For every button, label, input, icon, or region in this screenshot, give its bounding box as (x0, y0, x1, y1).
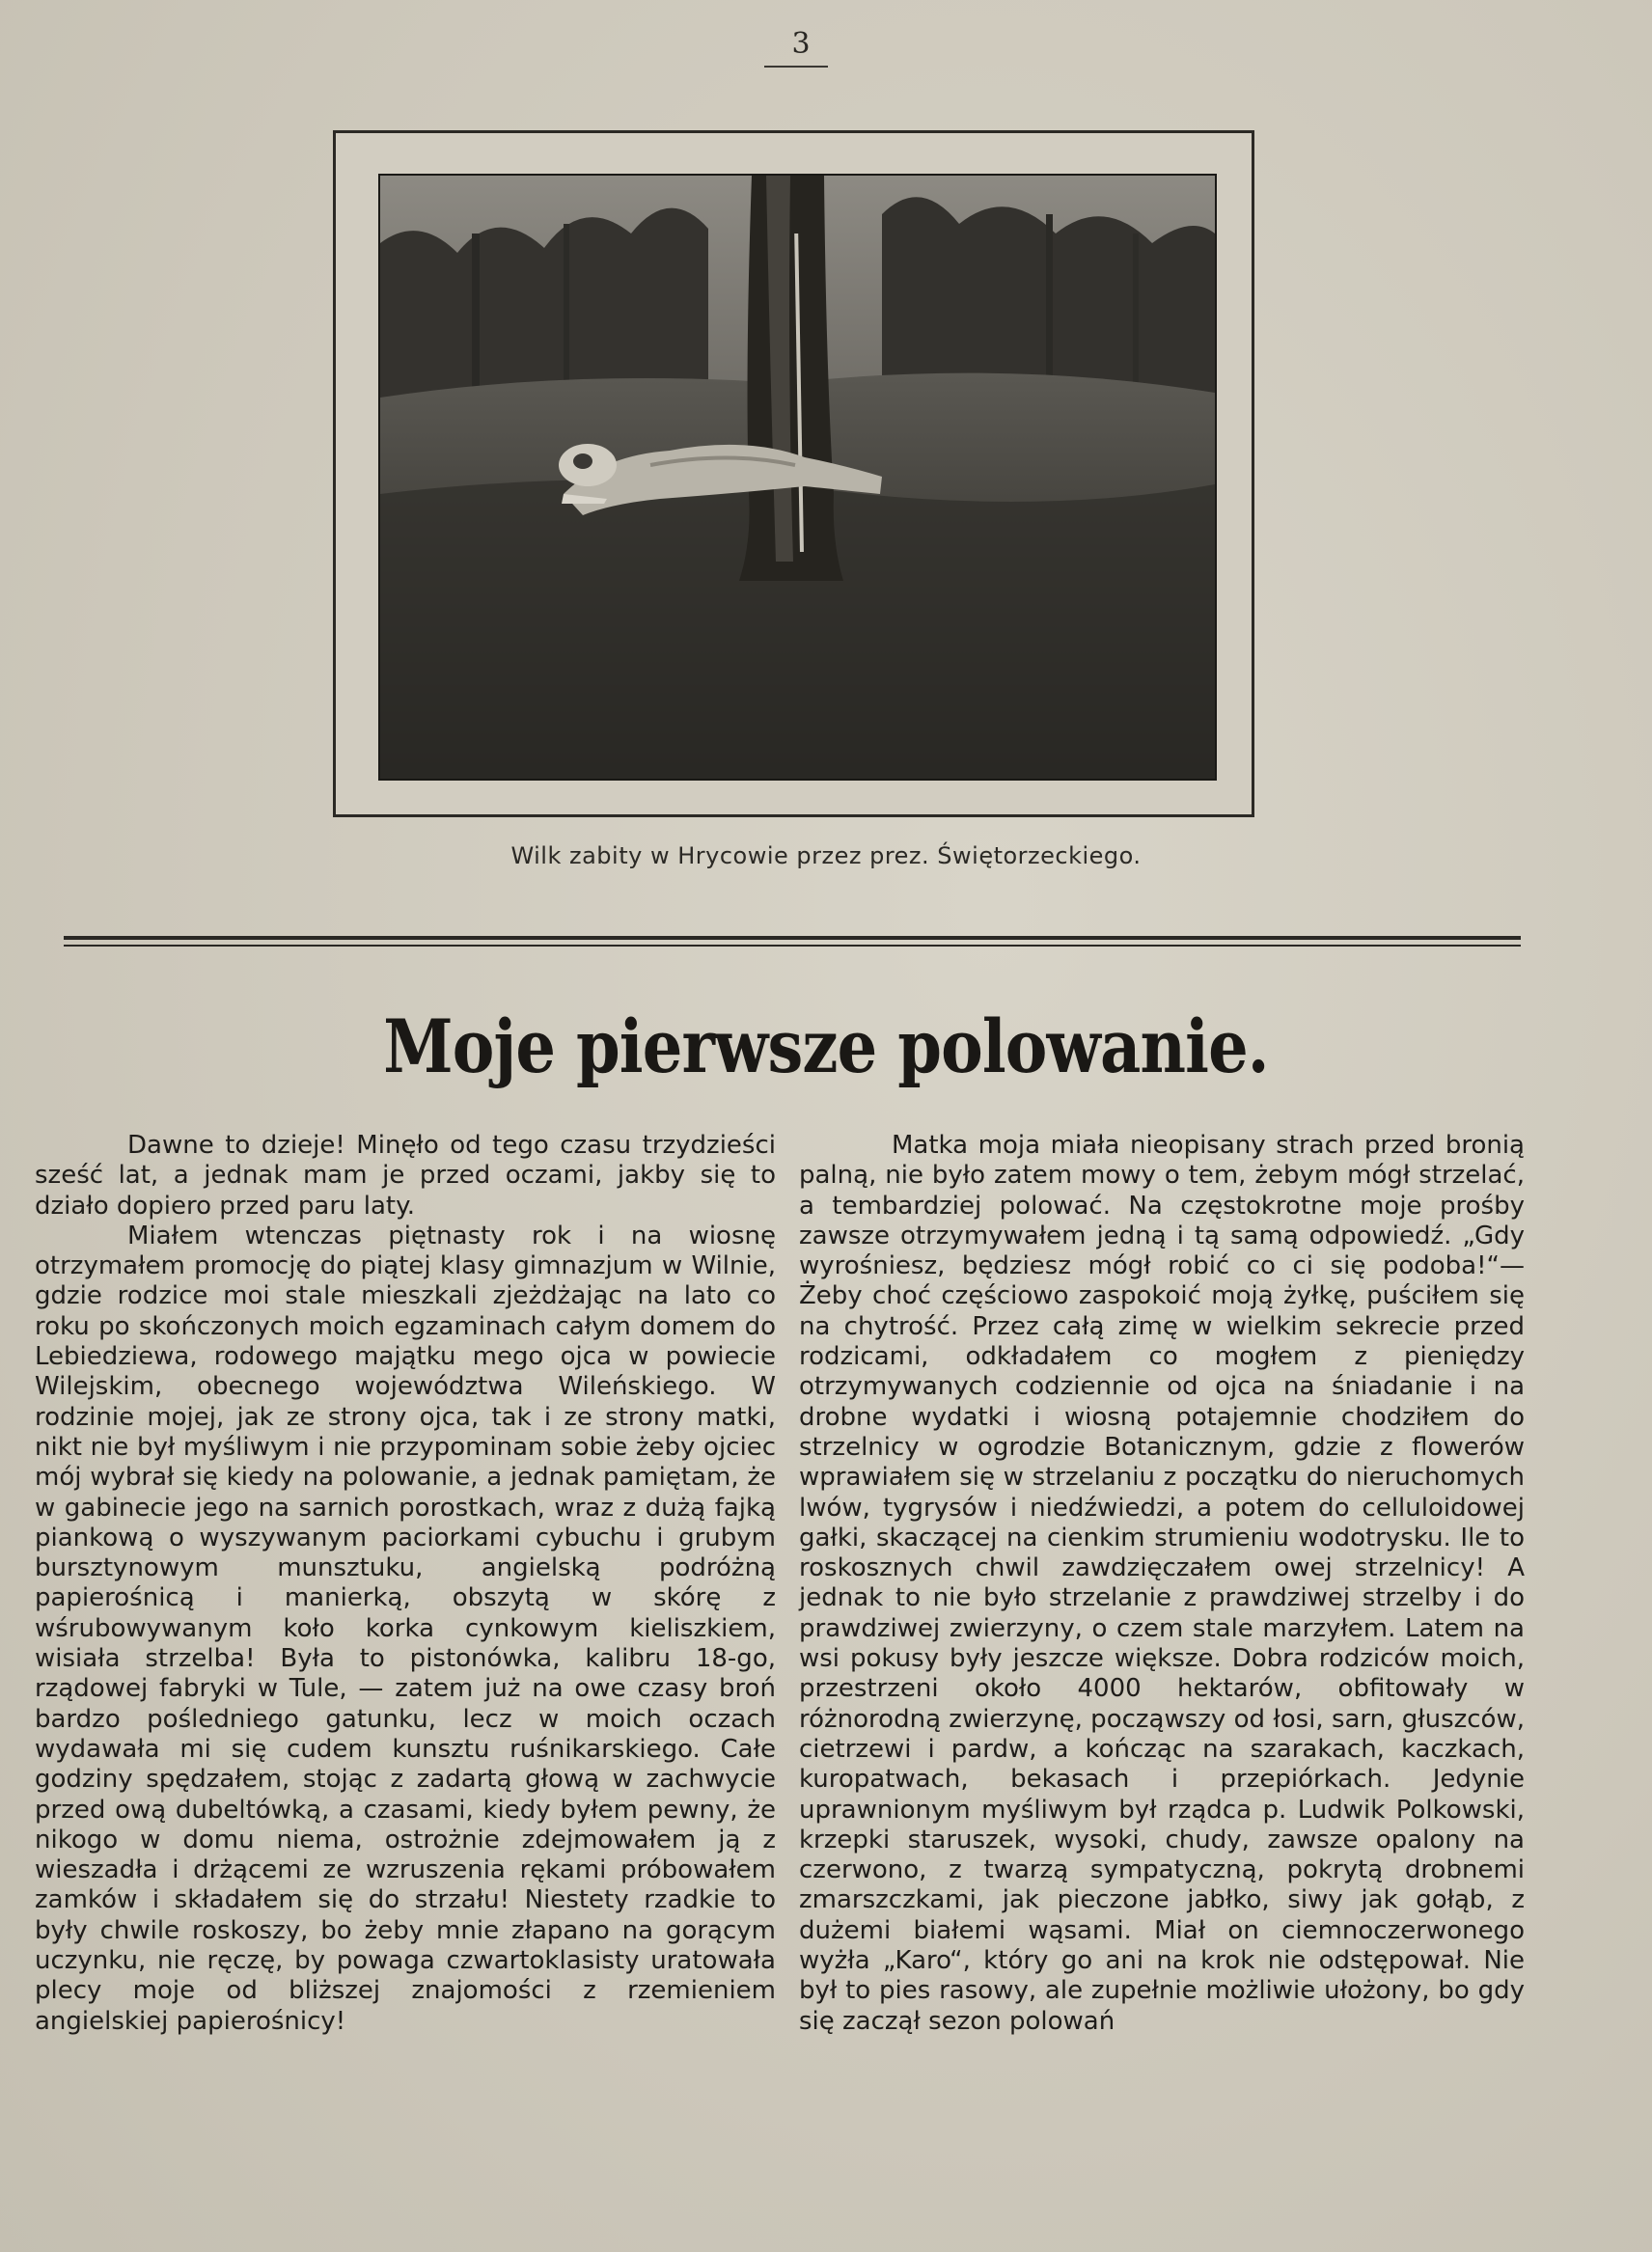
page-number: 3 (791, 27, 811, 61)
photo-caption: Wilk zabity w Hrycowie przez prez. Świętorzeckiego. (510, 842, 1142, 869)
article-column-right (799, 1131, 1525, 2037)
photo-frame (333, 130, 1254, 817)
section-divider-thin (64, 945, 1521, 947)
paragraph: Dawne to dzieje! Minęło od tego czasu trzydzieści sześć lat, a jednak mam je przed oczami, jakby się to działo dopiero przed paru laty. (35, 1131, 776, 1221)
paragraph: Matka moja miała nieopisany strach przed bronią palną, nie było zatem mowy o tem, żebym mógł strzelać, a tembardziej polować. Na częstokrotne moje prośby zawsze otrzymywałem jedną i tą samą odpowiedź. „Gdy wyrośniesz, będziesz mógł robić co ci się podoba!“—Żeby choć częściowo zaspokoić moją żyłkę, puściłem się na chytrość. Przez całą zimę w wielkim sekrecie przed rodzicami, odkładałem co mogłem z pieniędzy otrzymywanych codziennie od ojca na śniadanie i na drobne wydatki i wiosną potajemnie chodziłem do strzelnicy w ogrodzie Botanicznym, gdzie z flowerów wprawiałem się w strzelaniu z początku do nieruchomych lwów, tygrysów i niedźwiedzi, a potem do celluloidowej gałki, skaczącej na cienkim strumieniu wodotrysku. Ile to roskosznych chwil zawdzięczałem owej strzelnicy! A jednak to nie było strzelanie z prawdziwej strzelby i do prawdziwej zwierzyny, o czem stale marzyłem. Latem na wsi pokusy były jeszcze większe. Dobra rodziców moich, przestrzeni około 4000 hektarów, obfitowały w różnorodną zwierzynę, począwszy od łosi, sarn, głuszców, cietrzewi i pardw, a kończąc na szarakach, kaczkach, kuropatwach, bekasach i przepiórkach. Jedynie uprawnionym myśliwym był rządca p. Ludwik Polkowski, krzepki staruszek, wysoki, chudy, zawsze opalony na czerwono, z twarzą sympatyczną, pokrytą drobnemi zmarszczkami, jak pieczone jabłko, siwy jak gołąb, z dużemi białemi wąsami. Miał on ciemnoczerwonego wyżła „Karo“, który go ani na krok nie odstępował. Nie był to pies rasowy, ale zupełnie możliwie ułożony, bo gdy się zaczął sezon polowań (799, 1131, 1525, 2036)
wolf-photograph (378, 174, 1217, 781)
article-column-left (35, 1131, 776, 2037)
paragraph: Miałem wtenczas piętnasty rok i na wiosnę otrzymałem promocję do piątej klasy gimnazjum w Wilnie, gdzie rodzice moi stale mieszkali zjeżdżając na lato co roku po skończonych moich egzaminach całym domem do Lebiedziewa, rodowego majątku mego ojca w powiecie Wilejskim, obecnego województwa Wileńskiego. W rodzinie mojej, jak ze strony ojca, tak i ze strony matki, nikt nie był myśliwym i nie przypominam sobie żeby ojciec mój wybrał się kiedy na polowanie, a jednak pamiętam, że w gabinecie jego na sarnich porostkach, wraz z dużą fajką piankową o wyszywanym paciorkami cybuchu i grubym bursztynowym munsztuku, angielską podróżną papierośnicą i manierką, obszytą w skórę z wśrubowywanym koło korka cynkowym kieliszkiem, wisiała strzelba! Była to pistonówka, kalibru 18-go, rządowej fabryki w Tule, — zatem już na owe czasy broń bardzo pośledniego gatunku, lecz w moich oczach wydawała mi się cudem kunsztu ruśnikarskiego. Całe godziny spędzałem, stojąc z zadartą głową w zachwycie przed ową dubeltówką, a czasami, kiedy byłem pewny, że nikogo w domu niema, ostrożnie zdejmowałem ją z wieszadła i drżącemi ze wzruszenia rękami próbowałem zamków i składałem się do strzału! Niestety rzadkie to były chwile roskoszy, bo żeby mnie złapano na gorącym uczynku, nie ręczę, by powaga czwartoklasisty uratowała plecy moje od bliższej znajomości z rzemieniem angielskiej papierośnicy! (35, 1221, 776, 2036)
section-divider-thick (64, 936, 1521, 940)
article-title: Moje pierwsze polowanie. (383, 1003, 1269, 1089)
page-number-underline (764, 66, 828, 68)
wolf-photo-illustration (380, 176, 1215, 779)
